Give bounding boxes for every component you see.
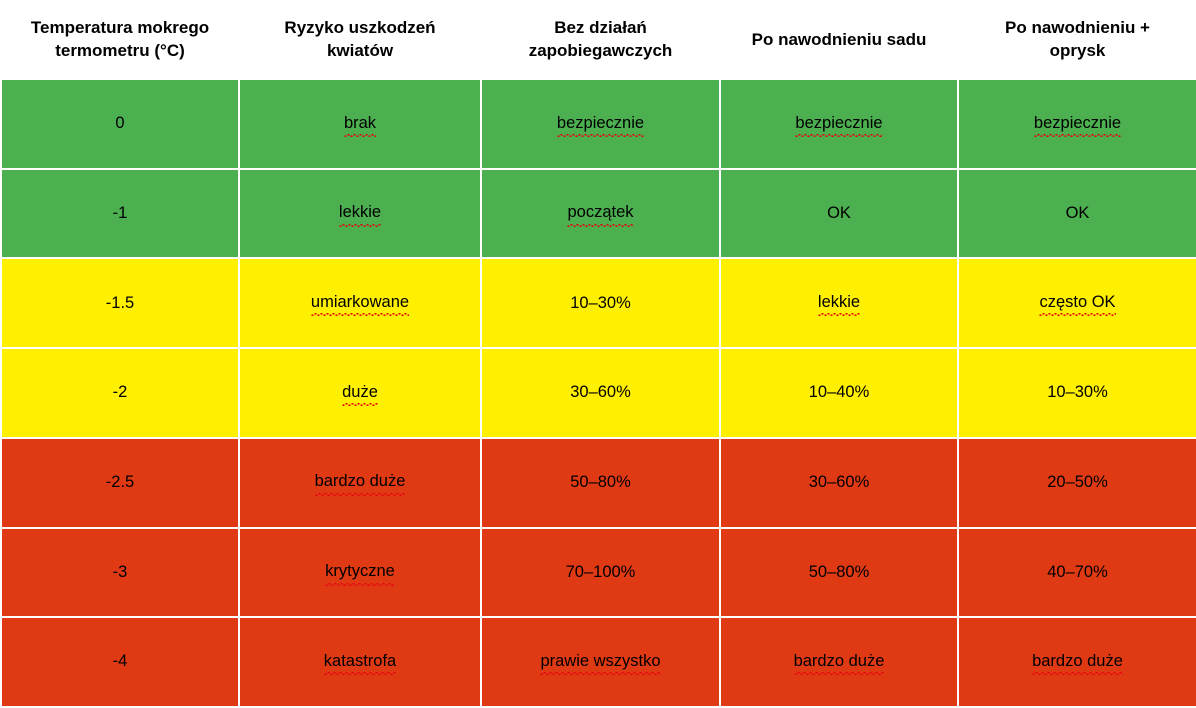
column-header-no-action-line2: zapobiegawczych — [528, 41, 673, 60]
cell-no-action: bezpiecznie — [481, 79, 720, 169]
table-row — [1, 169, 1196, 259]
column-header-risk-line1: Ryzyko uszkodzeń — [284, 18, 436, 38]
cell-risk: umiarkowane — [239, 258, 481, 348]
table-row — [1, 258, 1196, 348]
cell-temperature: -4 — [1, 617, 239, 707]
cell-temperature: -3 — [1, 528, 239, 618]
cell-risk: brak — [239, 79, 481, 169]
cell-no-action: prawie wszystko — [481, 617, 720, 707]
column-header-temperature-line2: termometru (°C) — [55, 41, 185, 60]
cell-irrigated: 30–60% — [720, 438, 958, 528]
column-header-no-action — [481, 1, 720, 79]
column-header-irrigated — [720, 1, 958, 79]
cell-temperature: 0 — [1, 79, 239, 169]
cell-irrigated-sprayed: często OK — [958, 258, 1196, 348]
cell-no-action: 30–60% — [481, 348, 720, 438]
table-header — [1, 1, 1196, 79]
cell-no-action: 10–30% — [481, 258, 720, 348]
cell-no-action: 50–80% — [481, 438, 720, 528]
table-row — [1, 617, 1196, 707]
column-header-irrigated-sprayed — [958, 1, 1196, 79]
cell-temperature: -2 — [1, 348, 239, 438]
column-header-risk-line2: kwiatów — [326, 41, 394, 60]
cell-no-action: 70–100% — [481, 528, 720, 618]
cell-risk: duże — [239, 348, 481, 438]
cell-irrigated: bardzo duże — [720, 617, 958, 707]
column-header-risk — [239, 1, 481, 79]
cell-irrigated: bezpiecznie — [720, 79, 958, 169]
column-header-irrigated-sprayed-line2: oprysk — [1049, 41, 1106, 60]
column-header-irrigated-sprayed-line1: Po nawodnieniu + — [1005, 18, 1150, 38]
column-header-temperature-line1: Temperatura mokrego — [30, 18, 210, 38]
cell-irrigated: OK — [720, 169, 958, 259]
cell-irrigated: 50–80% — [720, 528, 958, 618]
cell-irrigated-sprayed: 10–30% — [958, 348, 1196, 438]
column-header-irrigated-line1: Po nawodnieniu sadu — [751, 29, 927, 49]
cell-irrigated-sprayed: bezpiecznie — [958, 79, 1196, 169]
cell-irrigated-sprayed: 40–70% — [958, 528, 1196, 618]
cell-risk: krytyczne — [239, 528, 481, 618]
cell-risk: bardzo duże — [239, 438, 481, 528]
cell-irrigated: 10–40% — [720, 348, 958, 438]
table-row — [1, 528, 1196, 618]
cell-temperature: -1.5 — [1, 258, 239, 348]
column-header-no-action-line1: Bez działań — [554, 18, 647, 38]
cell-risk: lekkie — [239, 169, 481, 259]
cell-no-action: początek — [481, 169, 720, 259]
header-row — [1, 1, 1196, 79]
cell-irrigated-sprayed: bardzo duże — [958, 617, 1196, 707]
cell-temperature: -2.5 — [1, 438, 239, 528]
cell-irrigated-sprayed: OK — [958, 169, 1196, 259]
cell-irrigated: lekkie — [720, 258, 958, 348]
column-header-temperature — [1, 1, 239, 79]
table-row — [1, 79, 1196, 169]
cell-temperature: -1 — [1, 169, 239, 259]
table-body — [1, 79, 1196, 707]
cell-risk: katastrofa — [239, 617, 481, 707]
table-row — [1, 348, 1196, 438]
table-row — [1, 438, 1196, 528]
cell-irrigated-sprayed: 20–50% — [958, 438, 1196, 528]
